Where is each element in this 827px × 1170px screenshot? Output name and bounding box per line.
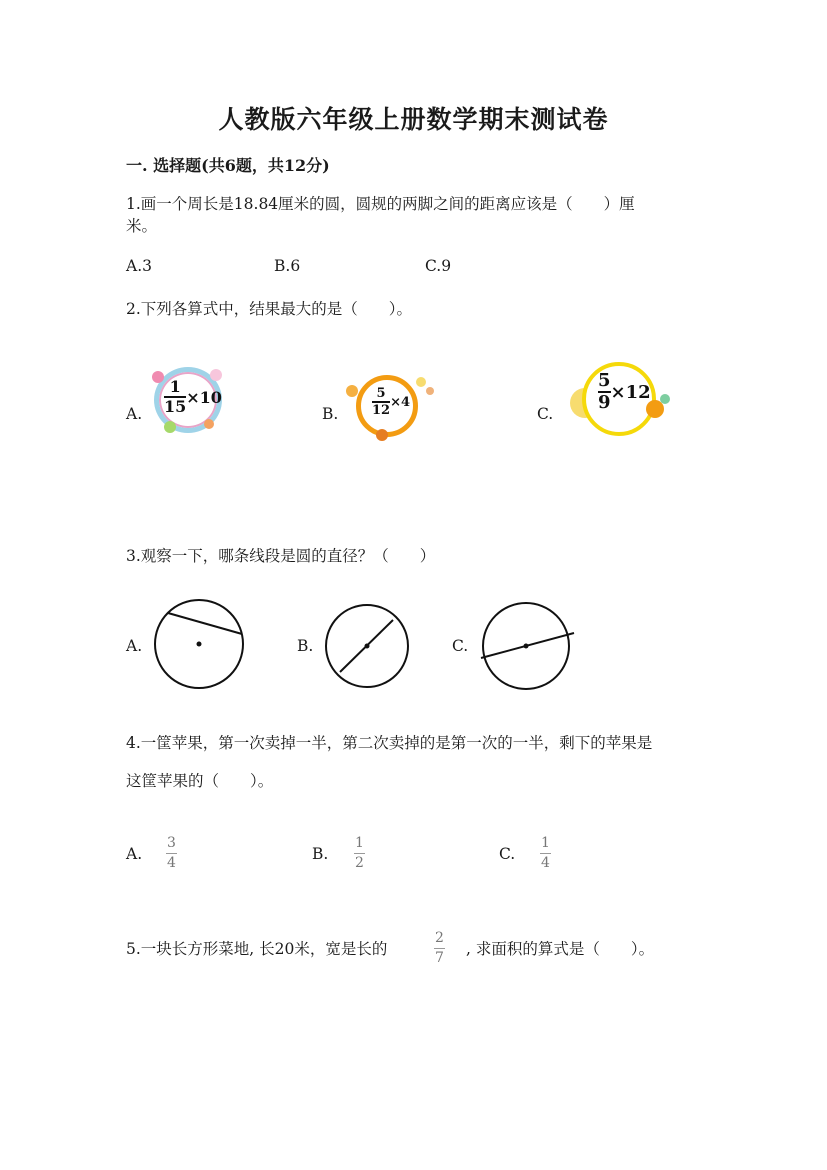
question-5-suffix: , 求面积的算式是（ ）。 (466, 940, 655, 958)
q2-option-c-badge (568, 360, 676, 438)
q2-c-expression (598, 372, 651, 412)
q2-a-multiplier: ×10 (186, 387, 222, 407)
q2-c-numerator: 5 (598, 370, 611, 391)
q5-numerator: 2 (435, 930, 444, 946)
q2-b-denominator: 12 (372, 403, 391, 418)
q2-c-multiplier: ×12 (610, 381, 651, 403)
flower-icon (426, 387, 434, 395)
question-1-line1: 1.画一个周长是18.84厘米的圆，圆规的两脚之间的距离应该是（ ）厘 (126, 195, 635, 213)
question-4-line1: 4.一筐苹果，第一次卖掉一半，第二次卖掉的是第一次的一半，剩下的苹果是 (126, 734, 653, 752)
q5-denominator: 7 (435, 950, 444, 966)
q4-b-denominator: 2 (355, 855, 364, 871)
section-heading: 一. 选择题(共6题，共12分) (126, 156, 330, 175)
q1-option-c[interactable]: C.9 (425, 257, 452, 275)
q5-fraction (434, 931, 445, 966)
q1-option-a[interactable]: A.3 (126, 257, 152, 275)
question-1-line2: 米。 (126, 217, 158, 235)
q4-option-c-fraction (540, 836, 551, 871)
question-2: 2.下列各算式中，结果最大的是（ ）。 (126, 300, 413, 318)
q3-option-b[interactable]: B. (297, 637, 314, 655)
flower-icon (152, 371, 164, 383)
q4-option-a-fraction (166, 836, 177, 871)
q4-a-numerator: 3 (167, 835, 176, 851)
flower-icon (376, 429, 388, 441)
q3-option-a-circle (152, 598, 248, 694)
flower-icon (204, 419, 214, 429)
q4-option-b[interactable]: B. (312, 845, 329, 863)
q4-option-a[interactable]: A. (126, 845, 143, 863)
question-5-prefix: 5.一块长方形菜地, 长20米，宽是长的 (126, 940, 388, 958)
q4-b-numerator: 1 (355, 835, 364, 851)
q2-option-a-badge (152, 367, 228, 437)
q2-b-multiplier: ×4 (390, 394, 411, 410)
q2-b-numerator: 5 (376, 386, 386, 401)
leaf-icon (164, 421, 176, 433)
q2-a-denominator: 15 (164, 397, 187, 416)
q2-b-expression (372, 387, 410, 417)
q2-a-expression (164, 379, 222, 415)
q3-option-c[interactable]: C. (452, 637, 469, 655)
question-3: 3.观察一下，哪条线段是圆的直径？（ ） (126, 547, 436, 565)
q2-a-numerator: 1 (169, 377, 181, 396)
q3-option-a[interactable]: A. (126, 637, 143, 655)
q2-option-b[interactable]: B. (322, 405, 339, 423)
q1-option-b[interactable]: B.6 (274, 257, 301, 275)
q4-option-b-fraction (354, 836, 365, 871)
q2-option-c[interactable]: C. (537, 405, 554, 423)
flower-icon (346, 385, 358, 397)
page-title: 人教版六年级上册数学期末测试卷 (218, 105, 609, 134)
flower-icon (416, 377, 426, 387)
q2-option-a[interactable]: A. (126, 405, 143, 423)
q2-option-b-badge (342, 373, 450, 443)
q4-c-numerator: 1 (541, 835, 550, 851)
q4-option-c[interactable]: C. (499, 845, 516, 863)
q2-c-denominator: 9 (598, 392, 611, 413)
q4-a-denominator: 4 (167, 855, 176, 871)
leaf-icon (660, 394, 670, 404)
q3-option-b-circle (323, 602, 413, 692)
question-4-line2: 这筐苹果的（ ）。 (126, 772, 274, 790)
q4-c-denominator: 4 (541, 855, 550, 871)
q3-option-c-circle (478, 600, 578, 692)
